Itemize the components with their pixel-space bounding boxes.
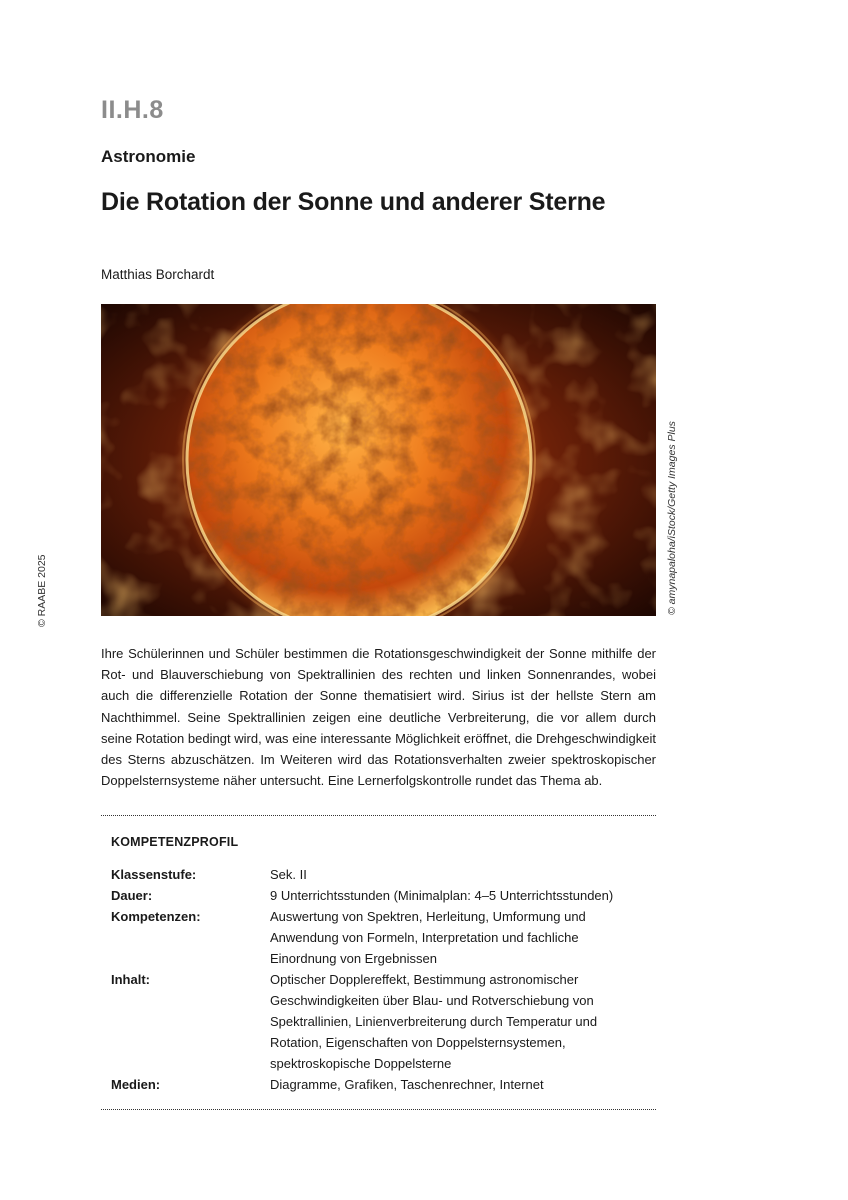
profile-value: Optischer Dopplereffekt, Bestimmung astronomischer Geschwindigkeiten über Blau- und Rotverschiebung von Spektrallinien, Linienverbreiterung durch Temperatur und Rotation, Eigenschaften von Doppelsternsystemen, spektroskopische Doppelsterne (270, 972, 598, 1071)
competence-profile-table (111, 864, 641, 1095)
profile-label: Klassenstufe: (111, 867, 197, 882)
sun-image (101, 304, 656, 616)
photo-credit: © amynapaloha/iStock/Getty Images Plus (666, 421, 678, 615)
profile-value: Diagramme, Grafiken, Taschenrechner, Internet (270, 1077, 544, 1092)
profile-label: Dauer: (111, 888, 153, 903)
profile-row (111, 864, 641, 885)
profile-value: Auswertung von Spektren, Herleitung, Umformung und Anwendung von Formeln, Interpretation und fachliche Einordnung von Ergebnissen (270, 909, 586, 966)
profile-label: Kompetenzen: (111, 909, 201, 924)
subject-label: Astronomie (101, 147, 196, 166)
intro-paragraph: Ihre Schülerinnen und Schüler bestimmen die Rotationsgeschwindigkeit der Sonne mithilfe der Rot- und Blauverschiebung von Spektrallinien des rechten und linken Sonnenrandes, wobei auch die differenzielle Rotation der Sonne thematisiert wird. Sirius ist der hellste Stern am Nachthimmel. Seine Spektrallinien zeigen eine deutliche Verbreiterung, die vor allem durch seine Rotation bedingt wird, was eine interessante Möglichkeit eröffnet, die Drehgeschwindigkeit des Sterns abzuschätzen. Im Weiteren wird das Rotationsverhalten zweier spektroskopischer Doppelsternsysteme näher untersucht. Eine Lernerfolgskontrolle rundet das Thema ab. (101, 646, 656, 789)
page-title: Die Rotation der Sonne und anderer Sterne (101, 188, 606, 216)
profile-value: 9 Unterrichtsstunden (Minimalplan: 4–5 Unterrichtsstunden) (270, 888, 614, 903)
divider-top (101, 815, 656, 816)
profile-row (111, 1074, 641, 1095)
divider-bottom (101, 1109, 656, 1110)
profile-row (111, 969, 641, 1074)
copyright-notice: © RAABE 2025 (36, 554, 48, 627)
section-code: II.H.8 (101, 96, 164, 124)
profile-row (111, 885, 641, 906)
profile-row (111, 906, 641, 969)
profile-value: Sek. II (270, 867, 307, 882)
profile-heading: KOMPETENZPROFIL (111, 835, 239, 849)
profile-label: Medien: (111, 1077, 161, 1092)
author-name: Matthias Borchardt (101, 267, 215, 282)
profile-label: Inhalt: (111, 972, 150, 987)
